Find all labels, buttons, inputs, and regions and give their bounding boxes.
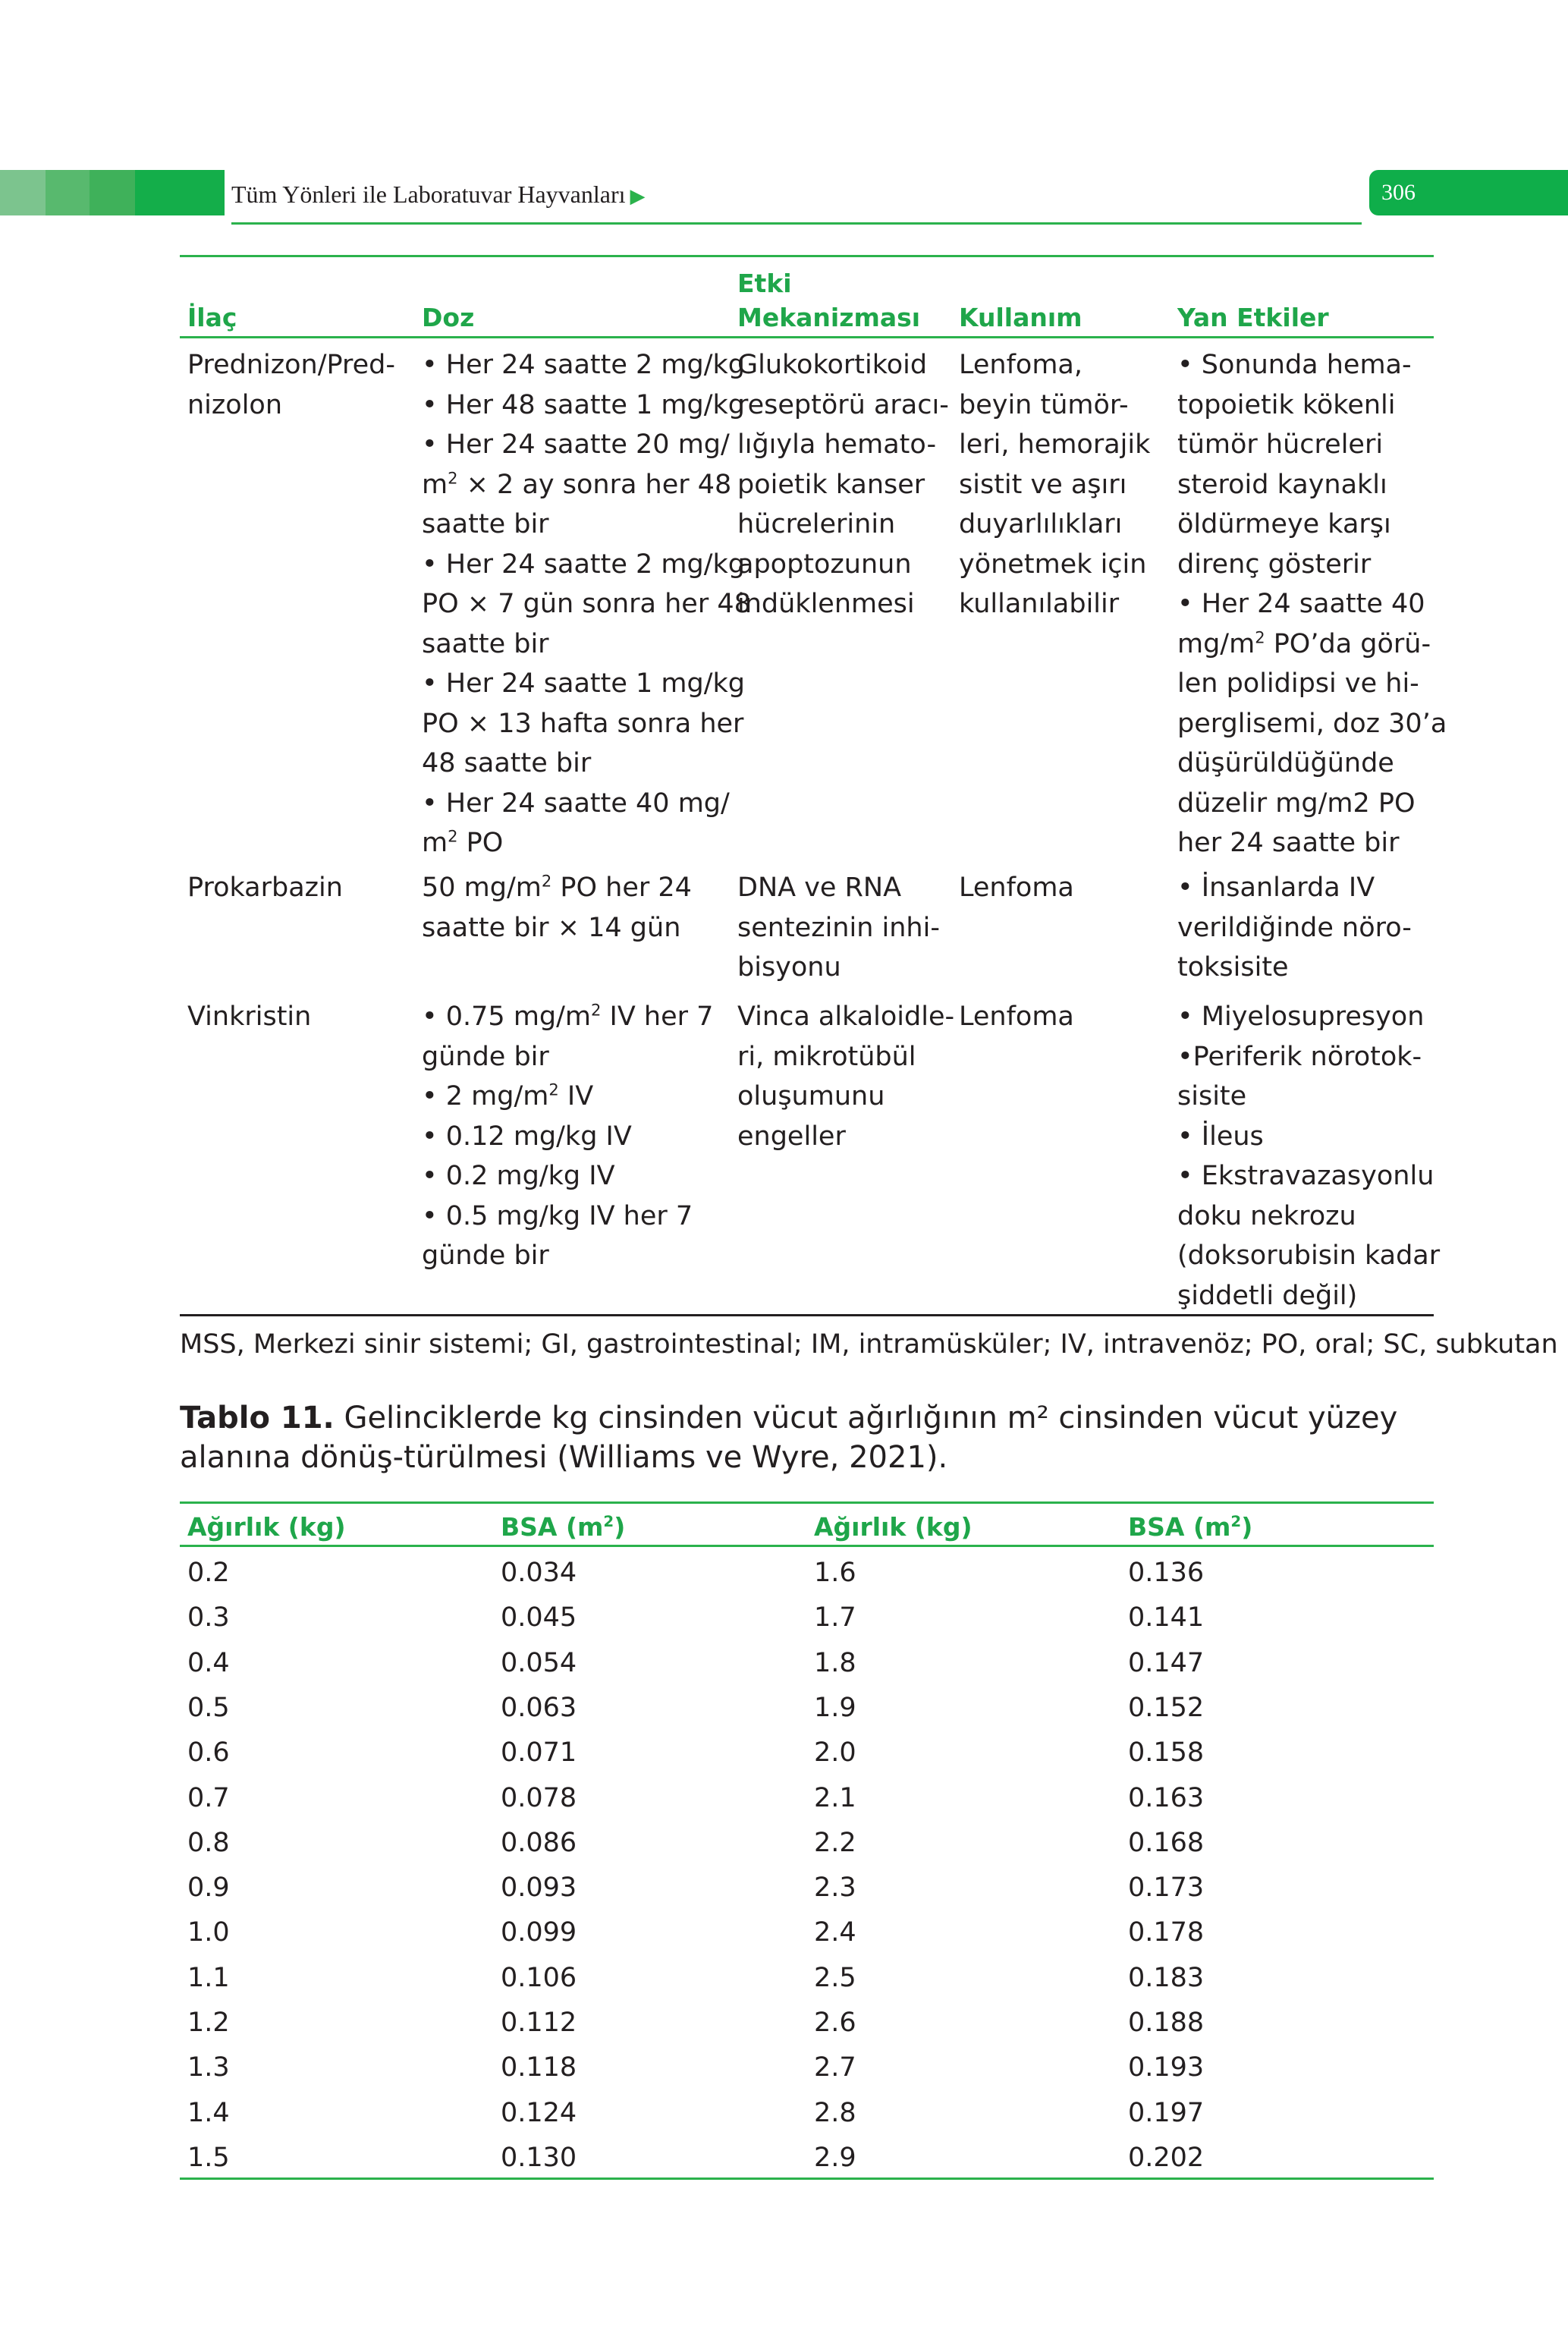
- bsa-table-cell: 0.130: [501, 2143, 577, 2173]
- table-footnote: MSS, Merkezi sinir sistemi; GI, gastrointestinal; IM, intramüsküler; IV, intravenöz; PO, oral; SC, subkutan: [180, 1329, 1558, 1360]
- cell-dose: • Her 24 saatte 20 mg/: [422, 429, 730, 460]
- cell-drug: Vinkristin: [187, 1001, 312, 1032]
- bsa-table-cell: 0.045: [501, 1602, 577, 1633]
- table-bottom-rule: [180, 1314, 1434, 1316]
- bsa-table-cell: 1.1: [187, 1963, 230, 1993]
- bsa-table-cell: 2.8: [814, 2098, 856, 2128]
- cell-usage: duyarlılıkları: [959, 509, 1123, 539]
- cell-side-effects: •Periferik nörotok-: [1177, 1042, 1422, 1072]
- cell-dose: • 0.2 mg/kg IV: [422, 1161, 615, 1191]
- cell-usage: beyin tümör-: [959, 390, 1129, 420]
- cell-usage: leri, hemorajik: [959, 429, 1151, 460]
- bsa-table-cell: 0.193: [1128, 2052, 1205, 2083]
- cell-side-effects: • Ekstravazasyonlu: [1177, 1161, 1434, 1191]
- cell-mechanism: apoptozunun: [737, 549, 912, 580]
- cell-side-effects: len polidipsi ve hi-: [1177, 668, 1419, 699]
- bsa-table-cell: 0.202: [1128, 2143, 1205, 2173]
- cell-side-effects: öldürmeye karşı: [1177, 509, 1391, 539]
- table-caption: [180, 1398, 1439, 1477]
- table-caption-label: Tablo 11.: [180, 1401, 335, 1435]
- cell-side-effects: doku nekrozu: [1177, 1201, 1356, 1231]
- cell-dose: saatte bir × 14 gün: [422, 913, 681, 943]
- cell-mechanism: indüklenmesi: [737, 589, 915, 619]
- cell-usage: kullanılabilir: [959, 589, 1120, 619]
- col-header-dose: Doz: [422, 303, 475, 332]
- cell-side-effects: toksisite: [1177, 952, 1289, 983]
- header-band-block-4: [135, 170, 225, 215]
- cell-dose: • Her 24 saatte 2 mg/kg: [422, 350, 746, 380]
- bsa-table-cell: 0.118: [501, 2052, 577, 2083]
- bsa-table-cell: 2.3: [814, 1872, 856, 1903]
- bsa-table-cell: 2.2: [814, 1828, 856, 1858]
- cell-side-effects: • Sonunda hema-: [1177, 350, 1412, 380]
- bsa-table-cell: 2.0: [814, 1737, 856, 1768]
- cell-mechanism: hücrelerinin: [737, 509, 896, 539]
- cell-usage: Lenfoma,: [959, 350, 1083, 380]
- bsa-table-cell: 0.034: [501, 1558, 577, 1588]
- bsa-table-cell: 0.8: [187, 1828, 230, 1858]
- bsa-table-bottom-rule: [180, 2177, 1434, 2180]
- bsa-table-cell: 0.063: [501, 1693, 577, 1723]
- bsa-table-cell: 2.5: [814, 1963, 856, 1993]
- cell-dose: • Her 24 saatte 40 mg/: [422, 788, 730, 819]
- cell-dose: PO × 13 hafta sonra her: [422, 709, 744, 739]
- bsa-table-cell: 0.163: [1128, 1783, 1205, 1813]
- cell-mechanism: bisyonu: [737, 952, 841, 983]
- cell-dose: 48 saatte bir: [422, 748, 592, 778]
- cell-side-effects: topoietik kökenli: [1177, 390, 1396, 420]
- cell-dose: saatte bir: [422, 629, 549, 659]
- book-title-text: Tüm Yönleri ile Laboratuvar Hayvanları: [231, 181, 626, 208]
- bsa-table-cell: 0.158: [1128, 1737, 1205, 1768]
- cell-mechanism: reseptörü aracı-: [737, 390, 949, 420]
- bsa-table-cell: 0.4: [187, 1648, 230, 1678]
- bsa-col-header: Ağırlık (kg): [187, 1512, 346, 1542]
- cell-side-effects: • Her 24 saatte 40: [1177, 589, 1425, 619]
- bsa-table-cell: 0.173: [1128, 1872, 1205, 1903]
- bsa-table-cell: 1.8: [814, 1648, 856, 1678]
- cell-side-effects: perglisemi, doz 30’a: [1177, 709, 1447, 739]
- cell-dose: • Her 48 saatte 1 mg/kg: [422, 390, 746, 420]
- cell-mechanism: lığıyla hemato-: [737, 429, 937, 460]
- cell-side-effects: düşürüldüğünde: [1177, 748, 1394, 778]
- cell-side-effects: şiddetli değil): [1177, 1281, 1358, 1311]
- bsa-table-cell: 2.6: [814, 2008, 856, 2038]
- bsa-table-cell: 0.093: [501, 1872, 577, 1903]
- cell-side-effects: direnç gösterir: [1177, 549, 1372, 580]
- bsa-table-cell: 0.6: [187, 1737, 230, 1768]
- cell-usage: yönetmek için: [959, 549, 1147, 580]
- bsa-table-cell: 1.9: [814, 1693, 856, 1723]
- cell-dose: günde bir: [422, 1042, 549, 1072]
- cell-dose: • 2 $mg/m^2$ IV: [422, 1080, 594, 1112]
- bsa-table-cell: 0.141: [1128, 1602, 1205, 1633]
- cell-mechanism: oluşumunu: [737, 1081, 885, 1112]
- bsa-table-cell: 0.3: [187, 1602, 230, 1633]
- header-band-block-1: [0, 170, 46, 215]
- bsa-table-cell: 1.3: [187, 2052, 230, 2083]
- cell-drug: Prokarbazin: [187, 873, 343, 903]
- col-header-side-effects: Yan Etkiler: [1177, 303, 1329, 332]
- cell-dose: • Her 24 saatte 2 mg/kg: [422, 549, 746, 580]
- bsa-table-cell: 1.4: [187, 2098, 230, 2128]
- cell-usage: Lenfoma: [959, 873, 1074, 903]
- cell-mechanism: Glukokortikoid: [737, 350, 928, 380]
- bsa-table-cell: 1.2: [187, 2008, 230, 2038]
- bsa-table-cell: 0.152: [1128, 1693, 1205, 1723]
- bsa-table-header-rule: [180, 1545, 1434, 1547]
- cell-dose: $m^2$ PO: [422, 827, 504, 858]
- cell-drug: Prednizon/Pred-: [187, 350, 396, 380]
- bsa-table-cell: 0.5: [187, 1693, 230, 1723]
- cell-mechanism: poietik kanser: [737, 470, 925, 500]
- cell-dose: • 0.75 $mg/m^2$ IV her 7: [422, 1001, 714, 1032]
- bsa-col-header: BSA $(m^2)$: [1128, 1512, 1253, 1542]
- bsa-table-cell: 0.136: [1128, 1558, 1205, 1588]
- bsa-table-cell: 0.188: [1128, 2008, 1205, 2038]
- cell-dose: • 0.12 mg/kg IV: [422, 1121, 632, 1152]
- book-title: [231, 173, 646, 215]
- cell-dose: • Her 24 saatte 1 mg/kg: [422, 668, 746, 699]
- bsa-table-cell: 0.2: [187, 1558, 230, 1588]
- play-arrow-icon: ▶: [630, 185, 646, 207]
- bsa-table-top-rule: [180, 1501, 1434, 1504]
- bsa-table-cell: 2.1: [814, 1783, 856, 1813]
- col-header-mechanism-1: Etki: [737, 269, 792, 298]
- cell-side-effects: düzelir mg/m2 PO: [1177, 788, 1416, 819]
- cell-dose: 50 $mg/m^2$ PO her 24: [422, 872, 692, 903]
- col-header-drug: İlaç: [187, 303, 237, 332]
- cell-mechanism: engeller: [737, 1121, 846, 1152]
- bsa-table-cell: 1.5: [187, 2143, 230, 2173]
- bsa-col-header: Ağırlık (kg): [814, 1512, 973, 1542]
- cell-drug: nizolon: [187, 390, 283, 420]
- cell-side-effects: sisite: [1177, 1081, 1247, 1112]
- cell-mechanism: DNA ve RNA: [737, 873, 902, 903]
- table-header-rule: [180, 336, 1434, 338]
- cell-side-effects: (doksorubisin kadar: [1177, 1240, 1441, 1271]
- bsa-table-cell: 0.7: [187, 1783, 230, 1813]
- header-rule: [231, 222, 1362, 225]
- cell-side-effects: her 24 saatte bir: [1177, 828, 1400, 858]
- bsa-table-cell: 0.078: [501, 1783, 577, 1813]
- bsa-table-cell: 0.9: [187, 1872, 230, 1903]
- col-header-mechanism-2: Mekanizması: [737, 303, 921, 332]
- cell-side-effects: $mg/m^2$ PO’da görü-: [1177, 628, 1431, 659]
- cell-side-effects: • İleus: [1177, 1121, 1264, 1152]
- bsa-table-cell: 0.197: [1128, 2098, 1205, 2128]
- cell-side-effects: tümör hücreleri: [1177, 429, 1384, 460]
- bsa-table-cell: 0.147: [1128, 1648, 1205, 1678]
- cell-mechanism: Vinca alkaloidle-: [737, 1001, 955, 1032]
- table-top-rule: [180, 255, 1434, 257]
- bsa-table-cell: 0.112: [501, 2008, 577, 2038]
- cell-dose: $m^2 \times 2$ ay sonra her 48: [422, 469, 732, 500]
- bsa-table-cell: 0.086: [501, 1828, 577, 1858]
- bsa-col-header: BSA $(m^2)$: [501, 1512, 626, 1542]
- col-header-usage: Kullanım: [959, 303, 1083, 332]
- bsa-table-cell: 0.054: [501, 1648, 577, 1678]
- bsa-table-cell: 1.7: [814, 1602, 856, 1633]
- bsa-table-cell: 0.178: [1128, 1917, 1205, 1948]
- cell-dose: PO × 7 gün sonra her 48: [422, 589, 751, 619]
- cell-mechanism: ri, mikrotübül: [737, 1042, 916, 1072]
- page-number: 306: [1369, 170, 1568, 215]
- cell-mechanism: sentezinin inhi-: [737, 913, 940, 943]
- bsa-table-cell: 2.7: [814, 2052, 856, 2083]
- cell-dose: günde bir: [422, 1240, 549, 1271]
- cell-side-effects: • Miyelosupresyon: [1177, 1001, 1425, 1032]
- header-band-block-2: [46, 170, 90, 215]
- bsa-table-cell: 1.6: [814, 1558, 856, 1588]
- bsa-table-cell: 2.9: [814, 2143, 856, 2173]
- cell-side-effects: verildiğinde nöro-: [1177, 913, 1412, 943]
- bsa-table-cell: 1.0: [187, 1917, 230, 1948]
- header-band-block-3: [90, 170, 135, 215]
- cell-side-effects: steroid kaynaklı: [1177, 470, 1387, 500]
- cell-side-effects: • İnsanlarda IV: [1177, 873, 1375, 903]
- cell-dose: saatte bir: [422, 509, 549, 539]
- bsa-table-cell: 0.183: [1128, 1963, 1205, 1993]
- bsa-table-cell: 0.124: [501, 2098, 577, 2128]
- bsa-table-cell: 0.168: [1128, 1828, 1205, 1858]
- bsa-table-cell: 0.071: [501, 1737, 577, 1768]
- bsa-table-cell: 2.4: [814, 1917, 856, 1948]
- cell-dose: • 0.5 mg/kg IV her 7: [422, 1201, 693, 1231]
- cell-usage: sistit ve aşırı: [959, 470, 1127, 500]
- cell-usage: Lenfoma: [959, 1001, 1074, 1032]
- table-caption-text: Gelinciklerde kg cinsinden vücut ağırlığının m² cinsinden vücut yüzey alanına dönüş-türülmesi (Williams ve Wyre, 2021).: [180, 1401, 1398, 1475]
- bsa-table-cell: 0.106: [501, 1963, 577, 1993]
- bsa-table-cell: 0.099: [501, 1917, 577, 1948]
